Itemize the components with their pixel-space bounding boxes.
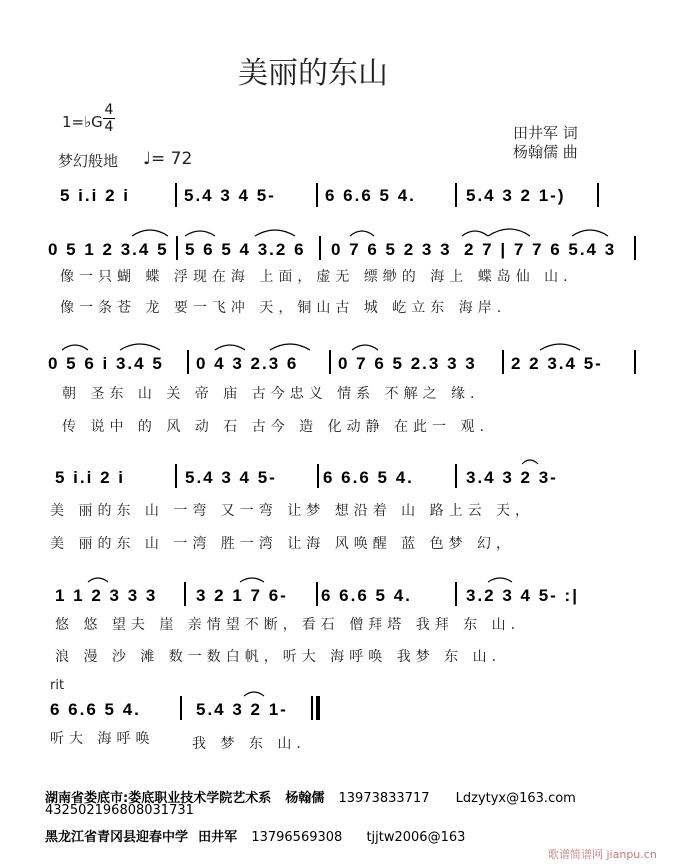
barline	[184, 582, 186, 606]
measure-3-2: 0 4 3 2.3 6	[196, 354, 299, 373]
final-barline-thick	[316, 696, 320, 720]
slur	[488, 229, 530, 236]
barline	[597, 183, 599, 207]
lyrics-verse-2: 传 说中 的 风 动 石 古今 造 化动静 在此一 观.	[62, 419, 489, 435]
slur	[132, 230, 168, 236]
measure-5-3: 6 6.6 5 4.	[321, 586, 412, 605]
measure-4-1: 5 i.i 2 i	[55, 468, 125, 487]
measure-1-3: 6 6.6 5 4.	[325, 186, 416, 205]
composer-name: 杨翰儒	[285, 791, 325, 806]
measure-2-3: 0 7 6 5 2 3 3	[331, 240, 452, 259]
measure-2-2: 5 6 5 4 3.2 6	[185, 240, 306, 259]
lyrics-coda-1: 听大 海呼唤	[50, 731, 155, 747]
slur	[240, 578, 264, 582]
slur	[572, 230, 608, 236]
composer-credit: 杨翰儒 曲	[513, 143, 578, 161]
lyrics-verse-1: 美 丽的东 山 一弯 又一弯 让梦 想沿着 山 路上云 天，	[50, 503, 535, 519]
measure-1-4: 5.4 3 2 1-)	[466, 186, 566, 205]
composer-email: Ldzytyx@163.com	[455, 791, 576, 806]
time-signature-bottom: 4	[104, 119, 114, 135]
barline	[455, 582, 457, 606]
lyricist-name: 田井军	[198, 830, 238, 845]
barline	[634, 236, 636, 260]
measure-2-1: 0 5 1 2 3.4 5	[48, 240, 169, 259]
barline	[175, 183, 177, 207]
id-number: 432502196808031731	[45, 803, 194, 818]
lyrics-verse-2: 像一条苍 龙 要一飞冲 天，铜山古 城 屹立东 海岸.	[60, 300, 507, 316]
barline	[455, 464, 457, 488]
slur	[185, 231, 215, 236]
final-barline-thin	[311, 696, 313, 720]
slur	[215, 345, 245, 350]
lyrics-verse-2: 美 丽的东 山 一湾 胜一湾 让海 风唤醒 蓝 色梦 幻，	[50, 536, 516, 552]
measure-4-3: 6 6.6 5 4.	[323, 468, 414, 487]
footer-line-2	[45, 826, 465, 845]
barline	[316, 582, 318, 606]
composer-address: 湖南省娄底市:娄底职业技术学院艺术系	[45, 791, 272, 806]
measure-3-1: 0 5 6 i 3.4 5	[48, 354, 164, 373]
lyrics-verse-1: 朝 圣东 山 关 帝 庙 古今忠义 情系 不解之 缘.	[62, 386, 480, 402]
slur	[244, 692, 264, 696]
barline	[176, 236, 178, 260]
slur	[462, 231, 488, 236]
barline	[502, 350, 504, 374]
barline	[187, 350, 189, 374]
lyricist-credit: 田井军 词	[513, 124, 578, 142]
slur	[120, 344, 160, 350]
measure-1-2: 5.4 3 4 5-	[184, 186, 276, 205]
page-title: 美丽的东山	[238, 56, 388, 91]
lyrics-verse-2: 浪 漫 沙 滩 数一数白帆，听大 海呼唤 我梦 东 山.	[55, 649, 502, 665]
key-signature: 1=♭G	[62, 113, 103, 131]
lyrics-verse-1: 像一只蝴 蝶 浮现在海 上面，虚无 缥缈的 海上 蝶岛仙 山.	[60, 269, 573, 285]
expression-mark: 梦幻般地	[58, 152, 119, 170]
slur	[522, 460, 538, 464]
lyrics-coda-2: 我 梦 东 山.	[192, 736, 306, 752]
measure-5-2: 3 2 1 7 6-	[196, 586, 288, 605]
slur	[540, 344, 580, 350]
lyricist-phone: 13796569308	[251, 830, 343, 845]
measure-2-4: 2 7 | 7 7 6 5.4 3	[464, 240, 617, 259]
ritardando-mark: rit	[50, 678, 65, 693]
slur	[62, 345, 88, 350]
barline	[317, 464, 319, 488]
measure-3-4: 2 2 3.4 5-	[511, 354, 603, 373]
slur	[352, 345, 378, 350]
measure-6-2: 5.4 3 2 1-	[196, 700, 288, 719]
measure-5-1: 1 1 2 3 3 3	[55, 586, 158, 605]
watermark: 歌谱简谱网 jianpu.cn	[548, 848, 657, 861]
lyrics-verse-1: 悠 悠 望夫 崖 亲情望不断，看石 僧拜塔 我拜 东 山.	[55, 617, 521, 633]
measure-4-2: 5.4 3 4 5-	[185, 468, 277, 487]
slur	[88, 578, 108, 582]
barline	[329, 350, 331, 374]
barline	[455, 183, 457, 207]
slur	[255, 230, 295, 236]
measure-3-3: 0 7 6 5 2.3 3 3	[338, 354, 477, 373]
measure-6-1: 6 6.6 5 4.	[50, 700, 141, 719]
composer-phone: 13973833717	[338, 791, 430, 806]
barline	[319, 236, 321, 260]
slur	[488, 578, 512, 582]
slur	[270, 344, 310, 350]
barline	[316, 183, 318, 207]
measure-5-4: 3.2 3 4 5- :|	[466, 586, 579, 605]
lyricist-address: 黑龙江省青冈县迎春中学	[45, 830, 189, 845]
lyricist-email: tjjtw2006@163	[366, 830, 466, 845]
time-signature-top: 4	[104, 102, 114, 118]
barline	[175, 464, 177, 488]
tempo-mark: ♩= 72	[143, 149, 193, 169]
barline	[634, 350, 636, 374]
barline	[180, 696, 182, 720]
slur	[350, 231, 374, 236]
measure-4-4: 3.4 3 2 3-	[466, 468, 558, 487]
measure-1-1: 5 i.i 2 i	[60, 186, 130, 205]
